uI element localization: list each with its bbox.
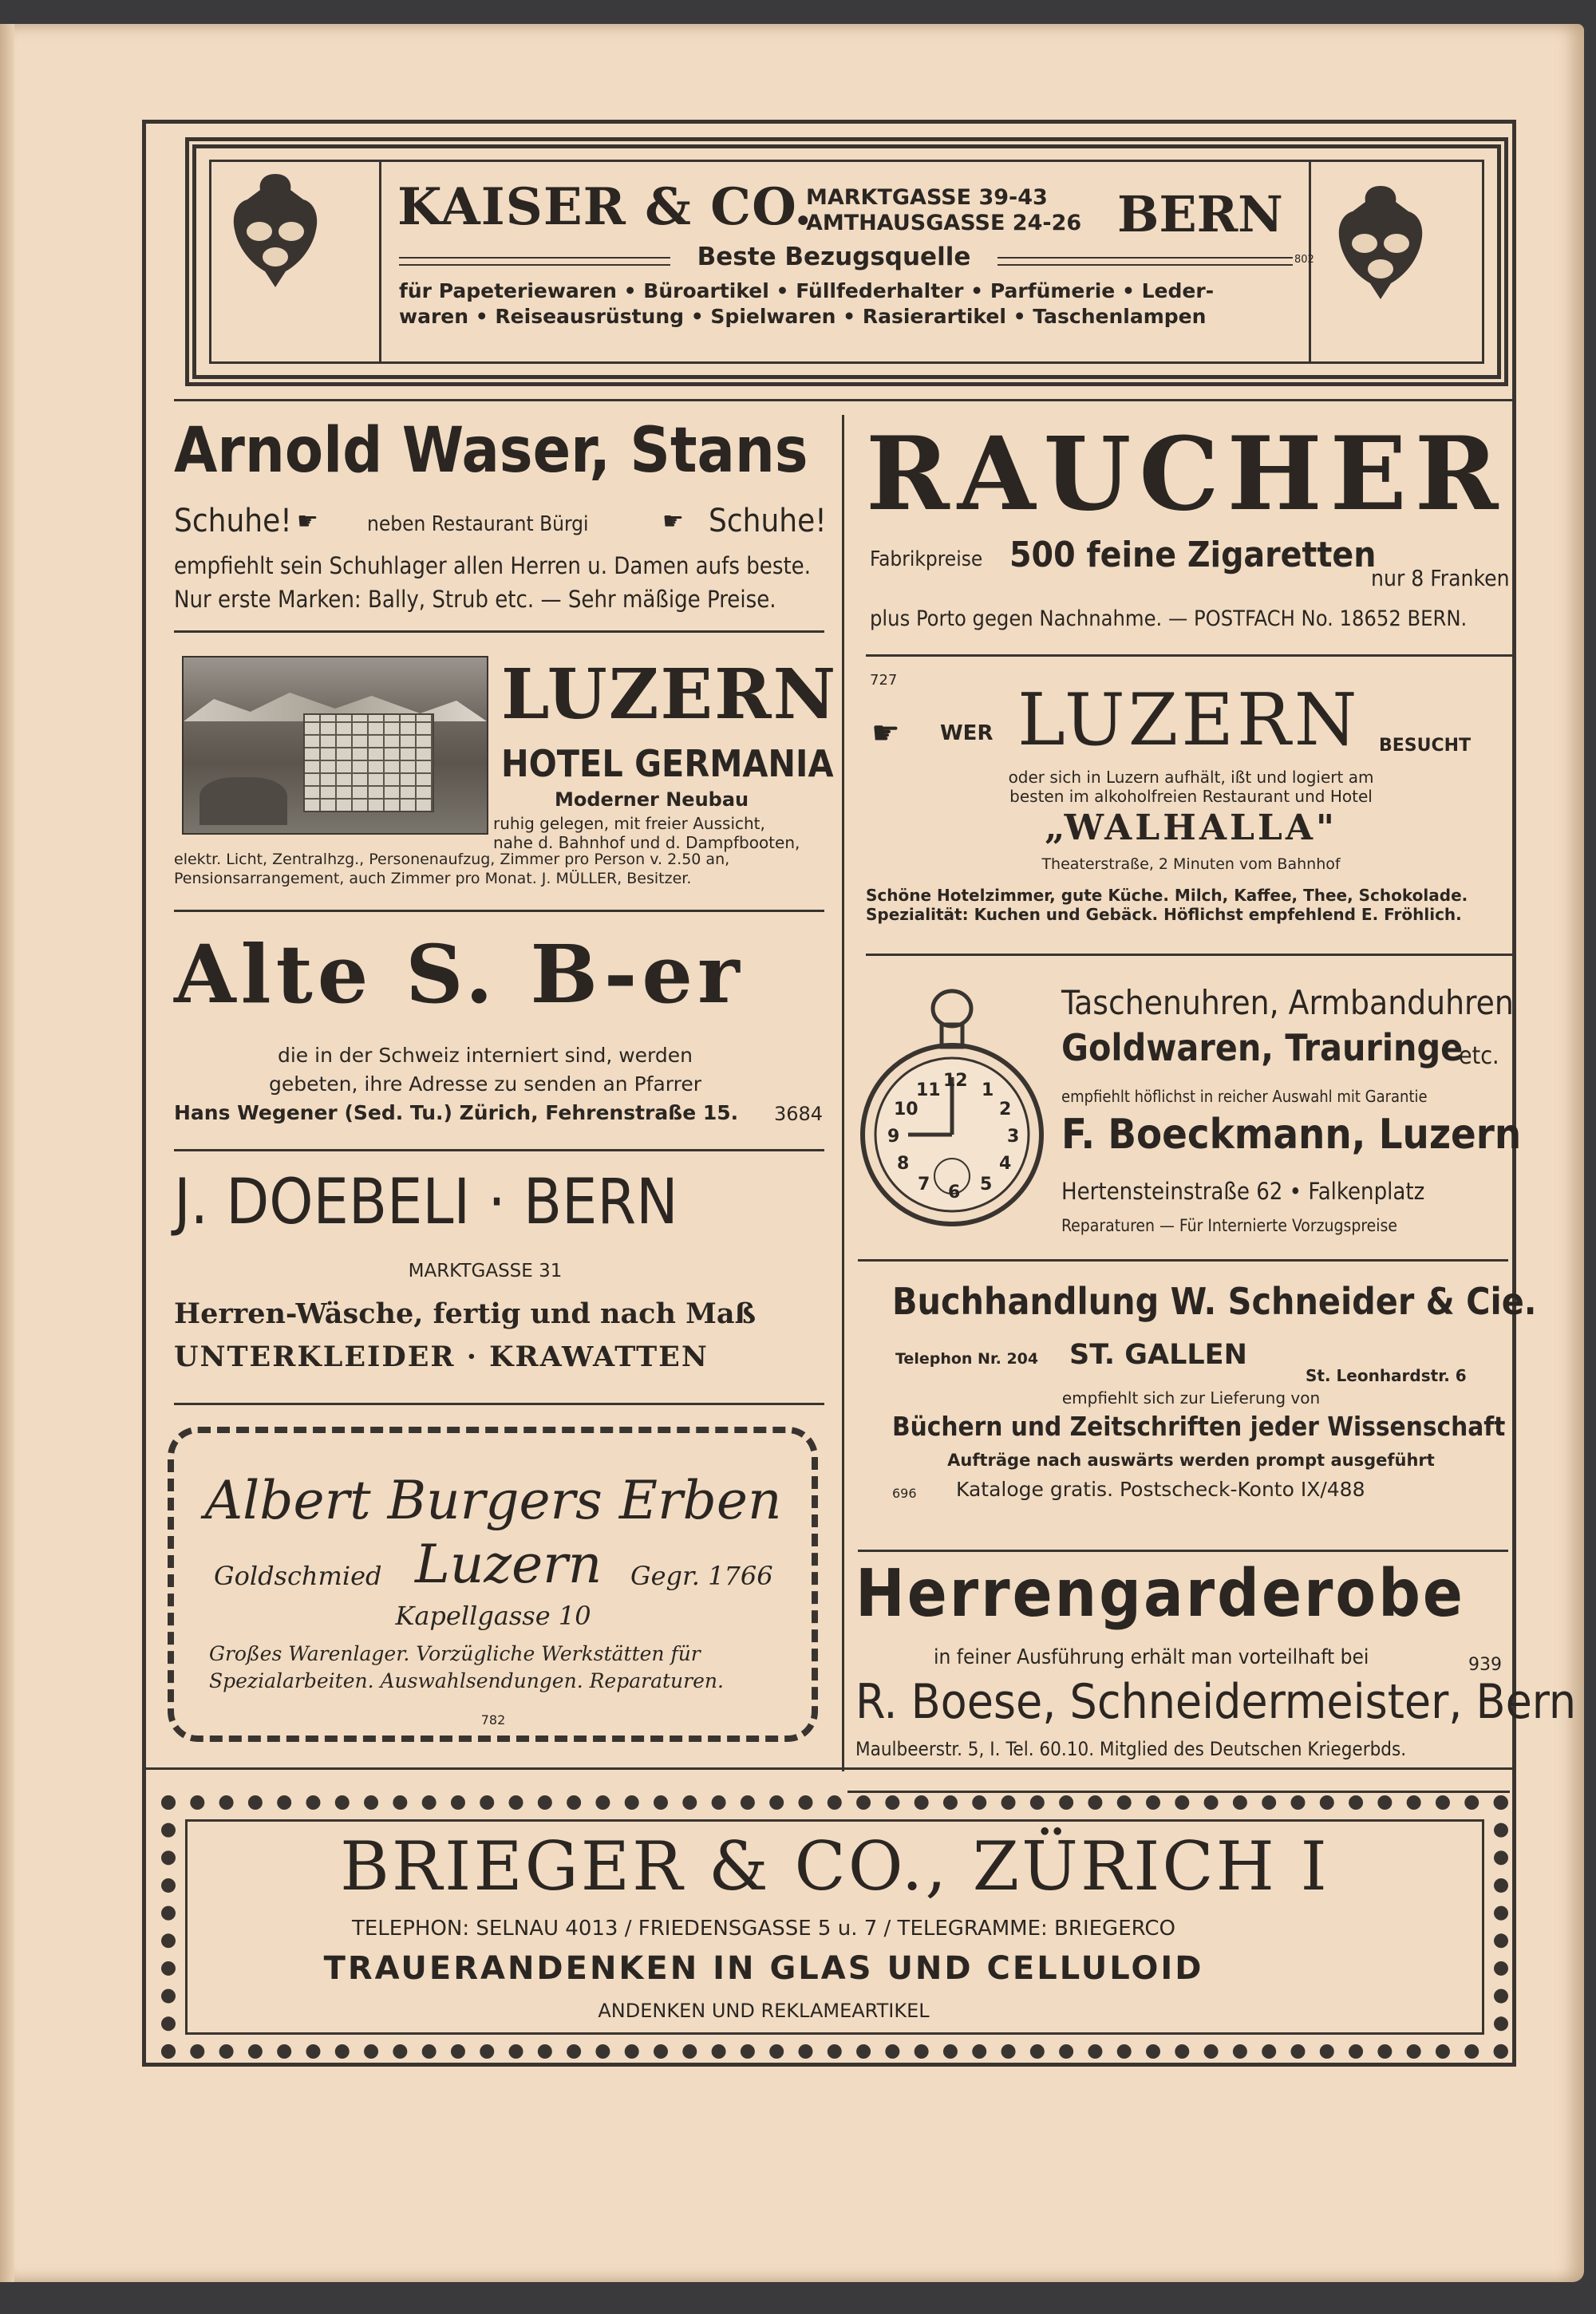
- alte-code: 3684: [774, 1103, 824, 1125]
- germania-line-4: Pensionsarrangement, auch Zimmer pro Monat. J. MÜLLER, Besitzer.: [174, 870, 692, 887]
- schneider-line-4: Kataloge gratis. Postscheck-Konto IX/488: [956, 1478, 1365, 1501]
- bear-crest-icon: [223, 168, 327, 295]
- pointing-hand-icon: ☛: [297, 507, 318, 535]
- waser-title: Arnold Waser, Stans: [174, 415, 808, 487]
- raucher-title: RAUCHER: [866, 415, 1507, 533]
- dial-4: 4: [999, 1154, 1012, 1174]
- boeckmann-line-2: Goldwaren, Trauringe: [1061, 1026, 1464, 1069]
- pointing-hand-icon: ☛: [871, 715, 900, 752]
- rule-boeckmann-bottom: [858, 1259, 1508, 1262]
- kaiser-tagline: Beste Bezugsquelle: [697, 243, 971, 271]
- rule-doebeli-bottom: [174, 1403, 824, 1405]
- burger-address: Kapellgasse 10: [395, 1601, 591, 1631]
- rule-waser-bottom: [174, 630, 824, 633]
- walhalla-line-2: besten im alkoholfreien Restaurant und Hotel: [1009, 787, 1373, 806]
- doebeli-line-1: Herren-Wäsche, fertig und nach Maß: [174, 1297, 757, 1330]
- walhalla-code: 727: [870, 672, 898, 689]
- herren-code: 939: [1468, 1655, 1502, 1675]
- walhalla-line-4: Spezialität: Kuchen und Gebäck. Höflichst empfehlend E. Fröhlich.: [866, 905, 1462, 924]
- column-divider: [842, 415, 844, 1771]
- alte-line-3: Hans Wegener (Sed. Tu.) Zürich, Fehrenstraße 15.: [174, 1101, 739, 1124]
- walhalla-address: Theaterstraße, 2 Minuten vom Bahnhof: [1041, 855, 1341, 873]
- raucher-pre: Fabrikpreise: [870, 547, 983, 571]
- schneider-city: ST. GALLEN: [1069, 1339, 1247, 1371]
- germania-sub: Moderner Neubau: [555, 788, 749, 811]
- rule-herren-bottom: [847, 1791, 1510, 1793]
- dial-5: 5: [980, 1175, 993, 1195]
- boeckmann-name: F. Boeckmann, Luzern: [1061, 1111, 1522, 1159]
- brieger-line-1: TELEPHON: SELNAU 4013 / FRIEDENSGASSE 5 u. 7 / TELEGRAMME: BRIEGERCO: [351, 1917, 1176, 1941]
- waser-schuhe-right: Schuhe!: [709, 503, 827, 539]
- kaiser-city: BERN: [1117, 185, 1283, 243]
- raucher-post: nur 8 Franken: [1371, 565, 1510, 591]
- alte-line-1: die in der Schweiz interniert sind, werden: [277, 1044, 693, 1067]
- schneider-line-3: Aufträge nach auswärts werden prompt ausgeführt: [947, 1451, 1435, 1470]
- burger-right: Gegr. 1766: [630, 1561, 773, 1591]
- waser-line-1: empfiehlt sein Schuhlager allen Herren u. Damen aufs beste.: [174, 552, 812, 579]
- dial-10: 10: [894, 1100, 918, 1119]
- dial-7: 7: [918, 1175, 930, 1195]
- kaiser-rule-left: [399, 257, 670, 266]
- waser-restaurant: neben Restaurant Bürgi: [367, 512, 589, 536]
- walhalla-wer: WER: [940, 721, 994, 745]
- kaiser-divider-left: [379, 160, 381, 364]
- walhalla-line-1: oder sich in Luzern aufhält, ißt und logiert am: [1008, 768, 1374, 787]
- schneider-street: St. Leonhardstr. 6: [1306, 1366, 1467, 1385]
- rule-above-brieger: [142, 1767, 1516, 1770]
- herren-line-1: in feiner Ausführung erhält man vorteilhaft bei: [934, 1645, 1369, 1669]
- dial-6: 6: [948, 1183, 961, 1202]
- kaiser-address-1: MARKTGASSE 39-43: [806, 185, 1048, 210]
- rule-germania-bottom: [174, 910, 824, 912]
- schneider-line-1: empfiehlt sich zur Lieferung von: [1061, 1388, 1321, 1408]
- rule-alte-bottom: [174, 1149, 824, 1151]
- germania-line-2: nahe d. Bahnhof und d. Dampfbooten,: [493, 833, 800, 852]
- burger-code: 782: [480, 1712, 506, 1728]
- alte-line-2: gebeten, ihre Adresse zu senden an Pfarrer: [268, 1072, 702, 1096]
- walhalla-name: „WALHALLA": [1045, 808, 1337, 848]
- burger-left: Goldschmied: [214, 1561, 382, 1591]
- dial-1: 1: [982, 1080, 994, 1100]
- rule-walhalla-bottom: [866, 954, 1516, 956]
- kaiser-address-2: AMTHAUSGASSE 24-26: [806, 211, 1082, 235]
- raucher-big: 500 feine Zigaretten: [1009, 535, 1377, 575]
- schneider-title: Buchhandlung W. Schneider & Cie.: [892, 1280, 1537, 1323]
- kaiser-goods-line-1: für Papeteriewaren • Büroartikel • Füllfederhalter • Parfümerie • Leder-: [399, 279, 1215, 302]
- burger-line-1: Großes Warenlager. Vorzügliche Werkstätten für: [209, 1642, 701, 1665]
- germania-line-3: elektr. Licht, Zentralhzg., Personenaufzug, Zimmer pro Person v. 2.50 an,: [174, 851, 730, 868]
- schneider-tel: Telephon Nr. 204: [895, 1350, 1039, 1368]
- dial-8: 8: [897, 1154, 910, 1174]
- germania-city: LUZERN: [501, 654, 838, 735]
- dial-2: 2: [999, 1100, 1012, 1119]
- waser-schuhe-left: Schuhe!: [174, 503, 292, 539]
- burger-title: Albert Burgers Erben: [204, 1470, 782, 1531]
- page-edge: [0, 24, 14, 2282]
- doebeli-address: MARKTGASSE 31: [408, 1261, 563, 1281]
- doebeli-line-2: UNTERKLEIDER · KRAWATTEN: [174, 1341, 709, 1373]
- dial-11: 11: [916, 1080, 941, 1100]
- waser-line-2: Nur erste Marken: Bally, Strub etc. — Sehr mäßige Preise.: [174, 586, 776, 613]
- kaiser-goods-line-2: waren • Reiseausrüstung • Spielwaren • Rasierartikel • Taschenlampen: [399, 305, 1207, 328]
- kaiser-rule-right: [998, 257, 1293, 266]
- schneider-line-2: Büchern und Zeitschriften jeder Wissenschaft: [892, 1411, 1506, 1442]
- herren-name: R. Boese, Schneidermeister, Bern: [855, 1674, 1577, 1730]
- burger-line-2: Spezialarbeiten. Auswahlsendungen. Reparaturen.: [209, 1669, 724, 1692]
- hotel-germania-photo: [182, 656, 488, 835]
- herren-line-2: Maulbeerstr. 5, I. Tel. 60.10. Mitglied des Deutschen Kriegerbds.: [855, 1738, 1407, 1760]
- boeckmann-line-4: Reparaturen — Für Internierte Vorzugspreise: [1061, 1216, 1397, 1235]
- schneider-code: 696: [892, 1486, 917, 1501]
- germania-hotel: HOTEL GERMANIA: [501, 742, 834, 785]
- germania-line-1: ruhig gelegen, mit freier Aussicht,: [493, 814, 765, 833]
- dial-9: 9: [887, 1127, 900, 1147]
- boeckmann-line-3: empfiehlt höflichst in reicher Auswahl mit Garantie: [1061, 1087, 1428, 1106]
- bear-crest-icon: [1329, 180, 1432, 307]
- brieger-line-2: TRAUERANDENKEN IN GLAS UND CELLULOID: [323, 1950, 1204, 1987]
- kaiser-name: KAISER & CO.: [397, 177, 813, 237]
- dial-3: 3: [1007, 1127, 1020, 1147]
- herren-title: Herrengarderobe: [855, 1556, 1465, 1632]
- raucher-line-2: plus Porto gegen Nachnahme. — POSTFACH No. 18652 BERN.: [870, 606, 1468, 631]
- burger-city: Luzern: [415, 1534, 602, 1595]
- walhalla-city: LUZERN: [1017, 678, 1361, 762]
- brieger-line-3: ANDENKEN UND REKLAMEARTIKEL: [598, 2000, 930, 2022]
- alte-title: Alte S. B-er: [174, 927, 745, 1021]
- kaiser-code: 802: [1294, 254, 1314, 266]
- dial-12: 12: [943, 1071, 968, 1091]
- rule-schneider-bottom: [858, 1550, 1508, 1552]
- walhalla-besucht: BESUCHT: [1379, 736, 1472, 756]
- boeckmann-address: Hertensteinstraße 62 • Falkenplatz: [1061, 1178, 1425, 1205]
- rule-raucher-bottom: [866, 654, 1516, 657]
- pointing-hand-icon: ☛: [662, 507, 684, 535]
- doebeli-title: J. DOEBELI · BERN: [174, 1167, 678, 1238]
- rule-under-header: [174, 399, 1515, 401]
- walhalla-line-3: Schöne Hotelzimmer, gute Küche. Milch, Kaffee, Thee, Schokolade.: [866, 886, 1468, 905]
- brieger-title: BRIEGER & CO., ZÜRICH I: [340, 1827, 1329, 1905]
- boeckmann-line-1: Taschenuhren, Armbanduhren: [1061, 983, 1514, 1022]
- boeckmann-etc: etc.: [1459, 1042, 1499, 1070]
